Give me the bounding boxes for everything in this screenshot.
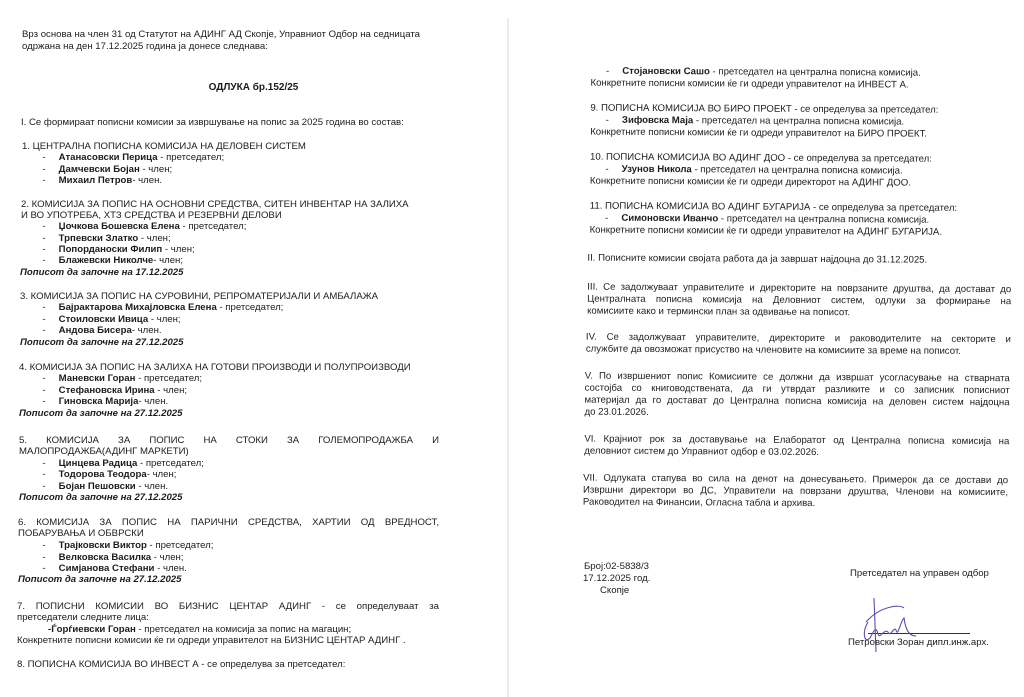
commission-2-start-date: Пописот да започне на 17.12.2025 [20,267,184,278]
commission-2-member: - Блажевски Николче- член; [42,255,184,266]
commission-6-member: - Велковска Василка - член; [42,552,184,563]
commission-5-member: - Бојан Пешовски - член. [42,481,169,492]
commission-6-heading-cont: ПОБАРУВАЊА И ОБВРСКИ [18,528,144,539]
commission-5-member: - Цинцева Радица - претседател; [42,458,204,469]
section-ii: II. Пописните комисии својата работа да ја завршат најдоцна до 31.12.2025. [587,252,928,266]
commission-5-start-date: Пописот да започне на 27.12.2025 [19,492,183,503]
commission-4-heading: 4. КОМИСИЈА ЗА ПОПИС НА ЗАЛИХА НА ГОТОВИ ПРОИЗВОДИ И ПОЛУПРОИЗВОДИ [19,362,411,373]
section-vii-line: Раководител на Финансии, Огласна табла и архива. [582,496,816,509]
commission-5-member: - Тодорова Теодора- член; [42,469,177,480]
commission-6-start-date: Пописот да започне на 27.12.2025 [18,574,182,585]
commission-2-member: - Трпевски Златко - член; [42,233,171,244]
item-8-heading: 8. ПОПИСНА КОМИСИЈА ВО ИНВЕСТ А - се определува за претседател: [17,659,346,670]
section-v-line: до 23.01.2026. [584,406,649,418]
commission-1-member: - Атанасовски Перица - претседател; [42,152,225,163]
section-iii-line: комисиите како и термински план за одвивање на пописот. [587,305,851,319]
item-9-heading: 9. ПОПИСНА КОМИСИЈА ВО БИРО ПРОЕКТ - се определува за претседател: [590,102,939,116]
item-8-member: - Стојановски Сашо - претседател на централна пописна комисија. [605,65,921,79]
item-9-member: - Зифовска Маја - претседател на централна пописна комисија. [605,114,905,128]
signatory-title: Претседател на управен одбор [850,568,989,579]
commission-6-member: - Трајковски Виктор - претседател; [42,540,214,551]
section-iv-line: IV. Се задолжуваат управителите, директорите и раководителите на секторите и [585,331,1011,346]
document-number: Број:02-5838/3 [584,561,649,572]
commission-6-heading: 6. КОМИСИЈА ЗА ПОПИС НА ПАРИЧНИ СРЕДСТВА, ХАРТИИ ОД ВРЕДНОСТ, [18,517,439,528]
section-v-line: V. По извршениот попис Комисиите се должни да извршат усогласување на стварната [584,370,1010,385]
commission-5-heading-cont: МАЛОПРОДАЖБА(АДИНГ МАРКЕТИ) [19,446,189,457]
commission-4-start-date: Пописот да започне на 27.12.2025 [19,408,183,419]
document-city: Скопје [600,585,630,596]
item-8-note: Конкретните пописни комисии ќе ги одреди управителот на ИНВЕСТ А. [590,77,909,91]
commission-2-member: - Попорданоски Филип - член; [42,244,195,255]
commission-2-member: - Џочкова Бошевска Елена - претседател; [42,221,247,232]
item-10-heading: 10. ПОПИСНА КОМИСИЈА ВО АДИНГ ДОО - се определува за претседател: [590,151,932,165]
section-vi-line: деловниот систем до Управниот одбор е 03.02.2026. [584,445,820,459]
document-date: 17.12.2025 год. [583,573,651,584]
item-7-heading-cont: претседатели следните лица: [17,612,149,623]
commission-3-member: - Бајрактарова Михајловска Елена - претседател; [42,302,284,313]
commission-4-member: - Маневски Горан - претседател; [42,373,202,384]
section-v-line: состојба со книговодствената, да ги утврдат разликите и со записник пописниот [584,382,1010,397]
document-page-left [0,0,507,697]
commission-2-heading-cont: И ВО УПОТРЕБА, ХТЗ СРЕДСТВА И РЕЗЕРВНИ ДЕЛОВИ [21,210,282,221]
item-11-member: - Симоновски Иванчо - претседател на централна пописна комисија. [605,212,930,226]
intro-line-2: одржана на ден 17.12.2025 година ја донесе следнава: [22,41,268,52]
commission-3-start-date: Пописот да започне на 27.12.2025 [20,337,184,348]
commission-4-member: - Стефановска Ирина - член; [42,385,188,396]
section-vii-line: Извршни директори во ДС, Управители на поврзани друштва, Членови на комисиите, [582,484,1009,499]
signatory-name: Петровски Зоран дипл.инж.арх. [848,637,989,648]
section-v-line: материјал да го достават до Централна пописна комисија на деловен систем најдоцна [584,394,1010,409]
item-7-heading: 7. ПОПИСНИ КОМИСИИ ВО БИЗНИС ЦЕНТАР АДИНГ - се определуваат за [17,601,439,612]
page-divider [507,18,509,697]
item-7-note: Конкретните пописни комисии ќе ги одреди управителот на БИЗНИС ЦЕНТАР АДИНГ . [17,635,406,646]
commission-1-heading: 1. ЦЕНТРАЛНА ПОПИСНА КОМИСИЈА НА ДЕЛОВЕН СИСТЕМ [22,141,306,152]
item-11-heading: 11. ПОПИСНА КОМИСИЈА ВО АДИНГ БУГАРИЈА - се определува за претседател: [589,200,958,214]
commission-5-heading: 5. КОМИСИЈА ЗА ПОПИС НА СТОКИ ЗА ГОЛЕМОПРОДАЖБА И [19,435,439,446]
section-iii-line: Централната пописна комисија на Деловниот систем, одлуки за формирање на [587,293,1012,308]
commission-1-member: - Дамчевски Бојан - член; [42,164,173,175]
section-i: I. Се формираат пописни комисии за извршување на попис за 2025 година во состав: [21,117,404,128]
commission-3-member: - Андова Бисера- член. [42,325,162,336]
item-10-member: - Узунов Никола - претседател на централна пописна комисија. [605,163,903,177]
item-11-note: Конкретните пописни комисии ќе ги одреди управителот на АДИНГ БУГАРИЈА. [589,224,943,238]
commission-6-member: - Симјанова Стефани - член. [42,563,187,574]
section-iv-line: службите да овозможат присуство на членовите на комисиите за време на пописот. [585,343,961,357]
commission-1-member: - Михаил Петров- член. [42,175,163,186]
decision-title: ОДЛУКА бр.152/25 [208,82,299,93]
item-7-member: -Ѓорѓиевски Горан - претседател на комисија за попис на магацин; [48,624,352,635]
section-vii-line: VII. Одлуката стапува во сила на денот на донесувањето. Примерок да се достави до [583,472,1009,487]
commission-3-member: - Стоиловски Ивица - член; [42,314,181,325]
intro-line-1: Врз основа на член 31 од Статутот на АДИНГ АД Скопје, Управниот Одбор на седницата [22,29,420,40]
commission-4-member: - Гиновска Марија- член. [42,396,169,407]
section-vi-line: VI. Крајниот рок за доставување на Елаборатот од Централна пописна комисија на [584,433,1010,448]
item-9-note: Конкретните пописни комисии ќе ги одреди управителот на БИРО ПРОЕКТ. [590,126,927,140]
item-10-note: Конкретните пописни комисии ќе ги одреди директорот на АДИНГ ДОО. [589,175,911,189]
commission-2-heading: 2. КОМИСИЈА ЗА ПОПИС НА ОСНОВНИ СРЕДСТВА, СИТЕН ИНВЕНТАР НА ЗАЛИХА [21,199,409,210]
commission-3-heading: 3. КОМИСИЈА ЗА ПОПИС НА СУРОВИНИ, РЕПРОМАТЕРИЈАЛИ И АМБАЛАЖА [20,291,378,302]
section-iii-line: III. Се задолжуваат управителите и директорите на поврзаните друштва, да достават до [587,281,1012,296]
